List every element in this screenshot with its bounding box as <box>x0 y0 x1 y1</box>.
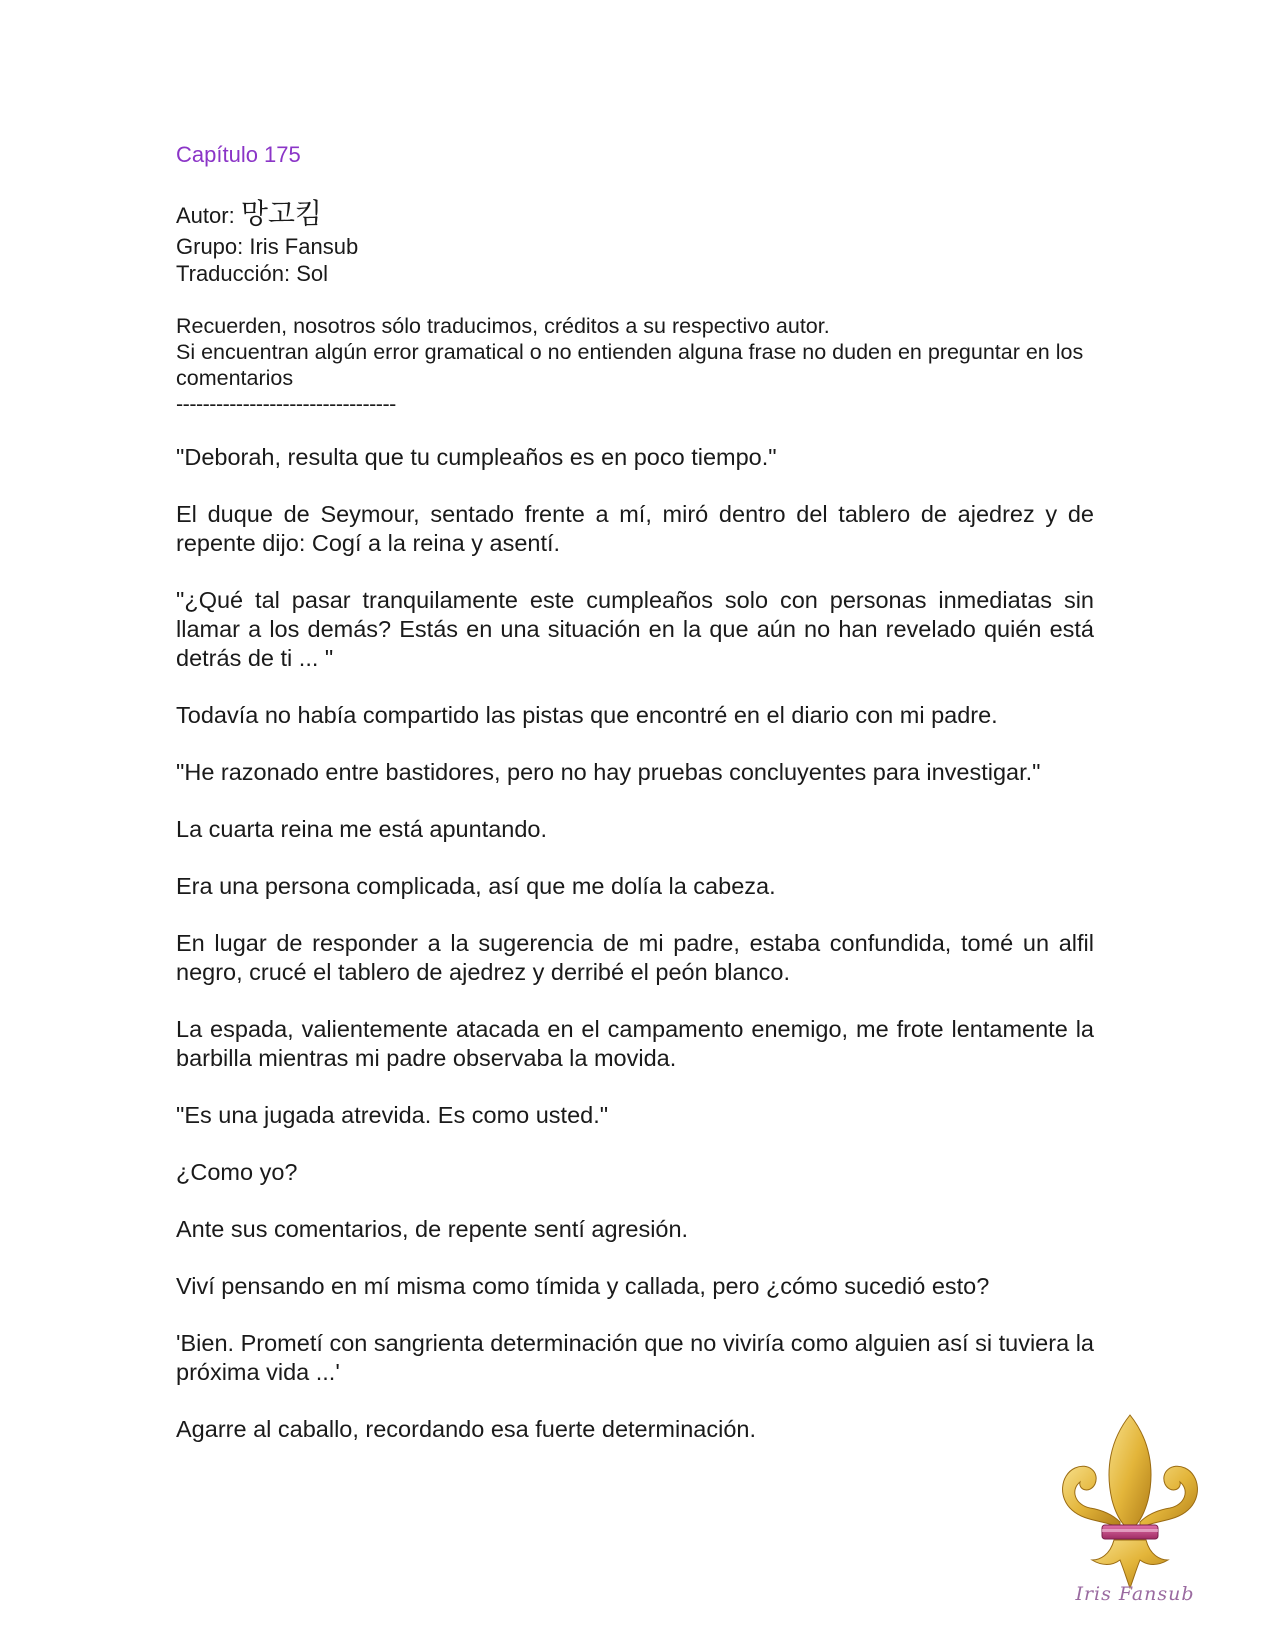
paragraph: ¿Como yo? <box>176 1159 298 1185</box>
group-line: Grupo: Iris Fansub <box>176 234 359 259</box>
author-name: 망고킴 <box>240 197 322 230</box>
paragraph: "Es una jugada atrevida. Es como usted." <box>176 1102 609 1128</box>
author-label: Autor: <box>176 203 235 228</box>
translator-notes <box>176 313 1094 391</box>
paragraph: "He razonado entre bastidores, pero no hay pruebas concluyentes para investigar." <box>176 759 1041 785</box>
paragraph: Ante sus comentarios, de repente sentí agresión. <box>176 1216 689 1242</box>
story-body <box>176 443 1094 1444</box>
logo-caption: Iris Fansub <box>1075 1583 1195 1605</box>
document-page <box>176 140 1094 1472</box>
paragraph: Viví pensando en mí misma como tímida y callada, pero ¿cómo sucedió esto? <box>176 1273 990 1299</box>
chapter-title: Capítulo 175 <box>176 142 301 167</box>
paragraph: Todavía no había compartido las pistas que encontré en el diario con mi padre. <box>176 702 998 728</box>
fleur-de-lis-icon <box>1050 1410 1210 1600</box>
note-line: Si encuentran algún error gramatical o no entienden alguna frase no duden en preguntar en los comentarios <box>176 340 1084 390</box>
paragraph: El duque de Seymour, sentado frente a mí, miró dentro del tablero de ajedrez y de repente dijo: Cogí a la reina y asentí. <box>176 501 1094 556</box>
note-line: Recuerden, nosotros sólo traducimos, créditos a su respectivo autor. <box>176 314 830 338</box>
paragraph: La espada, valientemente atacada en el campamento enemigo, me frote lentamente la barbilla mientras mi padre observaba la movida. <box>176 1016 1094 1071</box>
translation-line: Traducción: Sol <box>176 261 329 286</box>
divider: --------------------------------- <box>176 392 396 416</box>
paragraph: La cuarta reina me está apuntando. <box>176 816 548 842</box>
paragraph: Era una persona complicada, así que me dolía la cabeza. <box>176 873 776 899</box>
paragraph: En lugar de responder a la sugerencia de mi padre, estaba confundida, tomé un alfil negro, crucé el tablero de ajedrez y derribé el peón blanco. <box>176 930 1094 985</box>
paragraph: "¿Qué tal pasar tranquilamente este cumpleaños solo con personas inmediatas sin llamar a los demás? Estás en una situación en la que aún no han revelado quién está detrás de ti ... " <box>176 587 1094 671</box>
paragraph: Agarre al caballo, recordando esa fuerte determinación. <box>176 1416 757 1442</box>
author-line <box>176 197 1094 230</box>
paragraph: "Deborah, resulta que tu cumpleaños es en poco tiempo." <box>176 444 777 470</box>
paragraph: 'Bien. Prometí con sangrienta determinación que no viviría como alguien así si tuviera la próxima vida ...' <box>176 1330 1094 1385</box>
